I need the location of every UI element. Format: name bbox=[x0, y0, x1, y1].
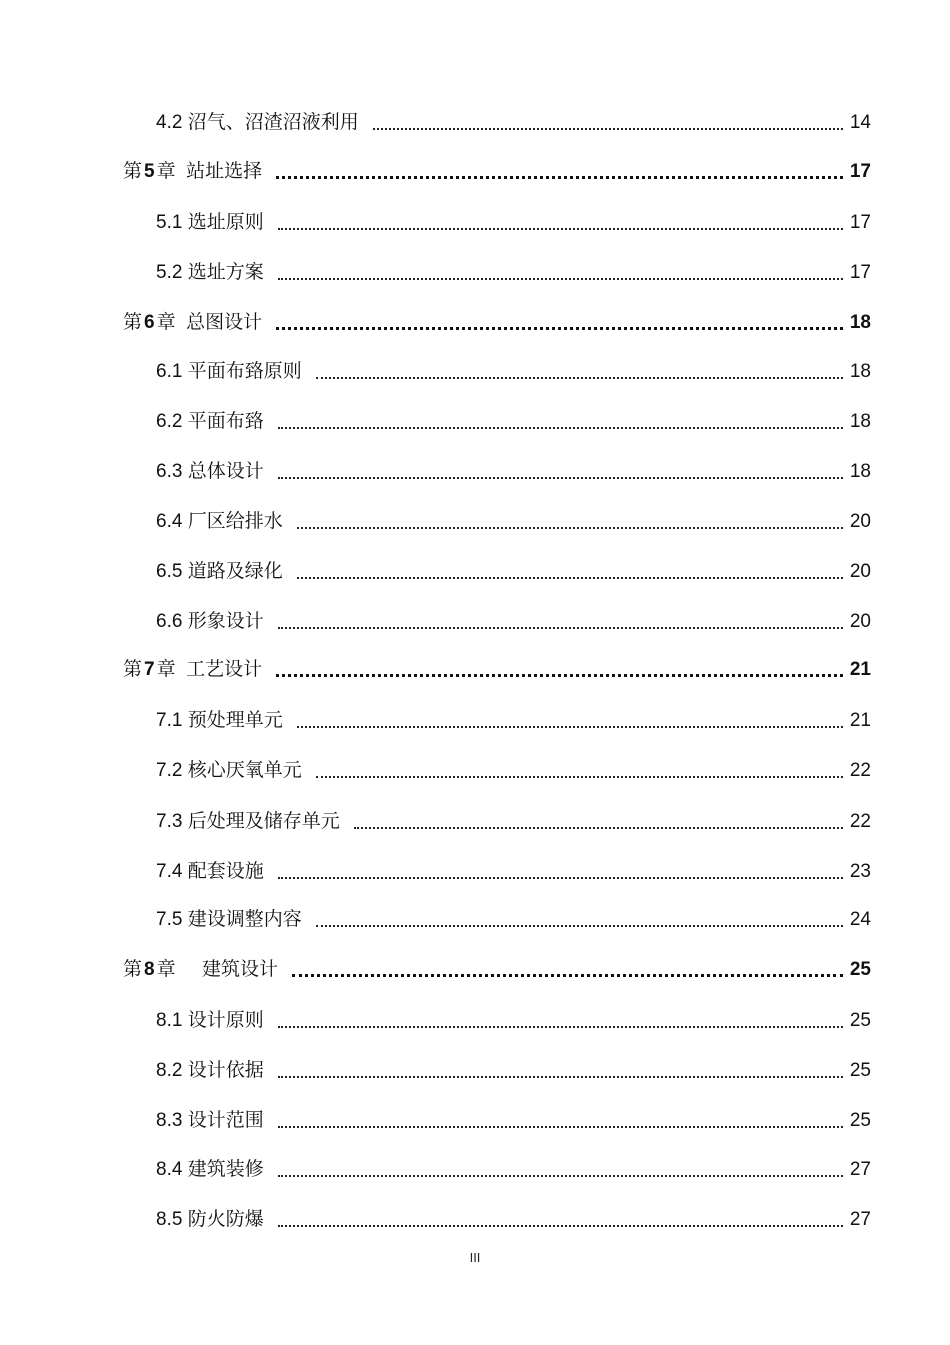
toc-entry-page: 20 bbox=[849, 561, 871, 582]
toc-chapter-prefix: 第 bbox=[123, 959, 143, 980]
page-number: III bbox=[469, 1250, 481, 1265]
toc-entry-title: 6.5 道路及绿化 bbox=[156, 561, 283, 582]
toc-entry-title: 7.2 核心厌氧单元 bbox=[156, 760, 302, 781]
toc-entry-page: 23 bbox=[849, 861, 871, 882]
toc-entry-5-1[interactable] bbox=[156, 209, 871, 237]
toc-leader-dots bbox=[297, 512, 843, 532]
toc-leader-dots bbox=[278, 1160, 843, 1180]
toc-entry-page: 22 bbox=[849, 760, 871, 781]
toc-entry-title: 4.2 沼气、沼渣沼液利用 bbox=[156, 112, 359, 133]
toc-entry-7-3[interactable] bbox=[156, 808, 871, 836]
toc-leader-dots bbox=[278, 1111, 843, 1131]
toc-entry-title: 8.5 防火防爆 bbox=[156, 1209, 264, 1230]
toc-entry-title: 7.1 预处理单元 bbox=[156, 710, 283, 731]
toc-entry-title: 6.1 平面布臵原则 bbox=[156, 361, 302, 382]
toc-leader-dots bbox=[297, 562, 843, 582]
toc-entry-6-6[interactable] bbox=[156, 608, 871, 636]
toc-entry-title: 5.2 选址方案 bbox=[156, 262, 264, 283]
toc-chapter-suffix: 章 bbox=[156, 161, 176, 182]
toc-chapter-8[interactable] bbox=[123, 956, 871, 984]
toc-entry-6-2[interactable] bbox=[156, 408, 871, 436]
toc-entry-title: 6.2 平面布臵 bbox=[156, 411, 264, 432]
toc-entry-page: 20 bbox=[849, 511, 871, 532]
toc-entry-8-1[interactable] bbox=[156, 1007, 871, 1035]
toc-chapter-number: 6 bbox=[144, 312, 155, 333]
toc-entry-page: 25 bbox=[849, 1110, 871, 1131]
toc-entry-4-2[interactable] bbox=[156, 109, 871, 137]
toc-leader-dots bbox=[316, 362, 843, 382]
toc-entry-page: 18 bbox=[849, 312, 871, 333]
toc-chapter-suffix: 章 bbox=[156, 312, 176, 333]
toc-chapter-prefix: 第 bbox=[123, 659, 143, 680]
toc-entry-page: 27 bbox=[849, 1159, 871, 1180]
toc-entry-title: 8.1 设计原则 bbox=[156, 1010, 264, 1031]
toc-chapter-title: 总图设计 bbox=[186, 312, 263, 333]
toc-entry-title: 5.1 选址原则 bbox=[156, 212, 264, 233]
toc-chapter-5[interactable] bbox=[123, 158, 871, 186]
toc-entry-title: 7.3 后处理及储存单元 bbox=[156, 811, 340, 832]
toc-chapter-7[interactable] bbox=[123, 656, 871, 684]
toc-entry-page: 22 bbox=[849, 811, 871, 832]
toc-leader-dots bbox=[276, 162, 843, 182]
toc-entry-title: 6.3 总体设计 bbox=[156, 461, 264, 482]
toc-chapter-title: 工艺设计 bbox=[186, 659, 263, 680]
toc-leader-dots bbox=[373, 113, 843, 133]
toc-chapter-6[interactable] bbox=[123, 309, 871, 337]
toc-entry-8-2[interactable] bbox=[156, 1057, 871, 1085]
toc-entry-5-2[interactable] bbox=[156, 259, 871, 287]
toc-chapter-title: 站址选择 bbox=[186, 161, 263, 182]
toc-chapter-suffix: 章 bbox=[156, 959, 176, 980]
toc-chapter-number: 7 bbox=[144, 659, 155, 680]
toc-entry-page: 27 bbox=[849, 1209, 871, 1230]
toc-entry-page: 25 bbox=[849, 959, 871, 980]
toc-chapter-prefix: 第 bbox=[123, 312, 143, 333]
toc-entry-title: 7.5 建设调整内容 bbox=[156, 909, 302, 930]
toc-leader-dots bbox=[278, 612, 843, 632]
toc-leader-dots bbox=[316, 761, 843, 781]
toc-entry-page: 24 bbox=[849, 909, 871, 930]
toc-leader-dots bbox=[354, 812, 843, 832]
toc-chapter-label bbox=[123, 956, 278, 984]
toc-entry-6-4[interactable] bbox=[156, 508, 871, 536]
toc-leader-dots bbox=[278, 1011, 843, 1031]
toc-chapter-number: 5 bbox=[144, 161, 155, 182]
toc-leader-dots bbox=[278, 1210, 843, 1230]
toc-entry-page: 25 bbox=[849, 1010, 871, 1031]
toc-entry-page: 25 bbox=[849, 1060, 871, 1081]
toc-chapter-label bbox=[123, 158, 262, 186]
toc-leader-dots bbox=[297, 711, 843, 731]
toc-entry-page: 14 bbox=[849, 112, 871, 133]
toc-chapter-number: 8 bbox=[144, 959, 155, 980]
toc-chapter-title: 建筑设计 bbox=[202, 959, 279, 980]
toc-entry-page: 17 bbox=[849, 262, 871, 283]
toc-entry-page: 17 bbox=[849, 212, 871, 233]
toc-entry-6-3[interactable] bbox=[156, 458, 871, 486]
toc-entry-page: 20 bbox=[849, 611, 871, 632]
toc-entry-6-1[interactable] bbox=[156, 358, 871, 386]
toc-entry-8-4[interactable] bbox=[156, 1156, 871, 1184]
toc-entry-8-5[interactable] bbox=[156, 1206, 871, 1234]
toc-leader-dots bbox=[278, 462, 843, 482]
toc-chapter-suffix: 章 bbox=[156, 659, 176, 680]
toc-leader-dots bbox=[316, 910, 843, 930]
toc-entry-title: 8.2 设计依据 bbox=[156, 1060, 264, 1081]
toc-leader-dots bbox=[278, 862, 843, 882]
toc-entry-page: 21 bbox=[849, 659, 871, 680]
toc-entry-6-5[interactable] bbox=[156, 558, 871, 586]
toc-chapter-label bbox=[123, 309, 262, 337]
toc-entry-title: 6.6 形象设计 bbox=[156, 611, 264, 632]
toc-entry-page: 18 bbox=[849, 461, 871, 482]
toc-leader-dots bbox=[278, 213, 843, 233]
toc-entry-title: 7.4 配套设施 bbox=[156, 861, 264, 882]
toc-entry-page: 18 bbox=[849, 411, 871, 432]
toc-chapter-label bbox=[123, 656, 262, 684]
toc-leader-dots bbox=[278, 1061, 843, 1081]
toc-entry-7-5[interactable] bbox=[156, 906, 871, 934]
toc-entry-title: 8.4 建筑装修 bbox=[156, 1159, 264, 1180]
toc-entry-page: 17 bbox=[849, 161, 871, 182]
toc-leader-dots bbox=[278, 263, 843, 283]
toc-entry-7-2[interactable] bbox=[156, 757, 871, 785]
toc-leader-dots bbox=[278, 412, 843, 432]
toc-entry-title: 8.3 设计范围 bbox=[156, 1110, 264, 1131]
toc-entry-page: 21 bbox=[849, 710, 871, 731]
toc-leader-dots bbox=[276, 660, 843, 680]
toc-entry-title: 6.4 厂区给排水 bbox=[156, 511, 283, 532]
toc-leader-dots bbox=[276, 313, 843, 333]
toc-entry-page: 18 bbox=[849, 361, 871, 382]
toc-entry-8-3[interactable] bbox=[156, 1107, 871, 1135]
toc-entry-7-4[interactable] bbox=[156, 858, 871, 886]
toc-entry-7-1[interactable] bbox=[156, 707, 871, 735]
toc-leader-dots bbox=[292, 960, 843, 980]
toc-chapter-prefix: 第 bbox=[123, 161, 143, 182]
